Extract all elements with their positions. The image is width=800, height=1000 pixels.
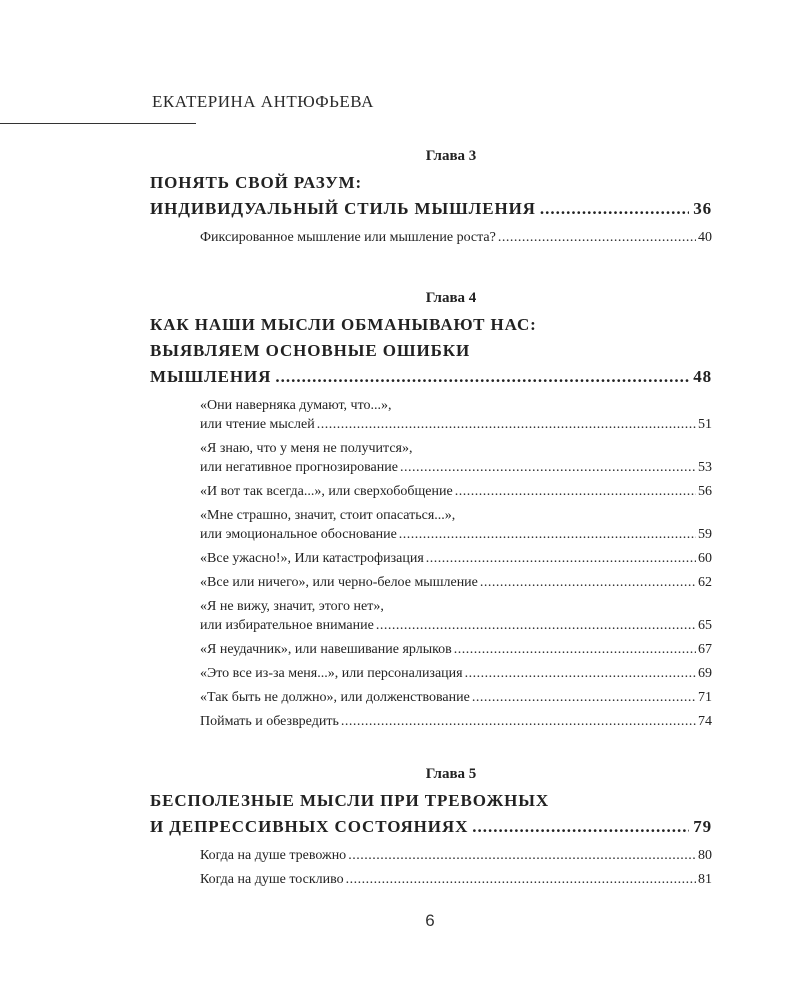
running-head: ЕКАТЕРИНА АНТЮФЬЕВА: [152, 92, 374, 111]
dot-leader: [454, 640, 696, 659]
chapter-title[interactable]: [150, 788, 712, 840]
toc-entry[interactable]: [200, 482, 712, 501]
dot-leader: [498, 228, 696, 247]
entry-title: или избирательное внимание: [200, 618, 374, 633]
chapter-page-number: 79: [693, 817, 712, 836]
toc-entry[interactable]: [200, 506, 712, 544]
chapter-title[interactable]: [150, 312, 712, 390]
dot-leader: [341, 712, 696, 731]
toc-entry[interactable]: [200, 870, 712, 889]
toc-entry[interactable]: [200, 664, 712, 683]
entry-title: или негативное прогнозирование: [200, 460, 398, 475]
chapter-title-line: ВЫЯВЛЯЕМ ОСНОВНЫЕ ОШИБКИ: [150, 341, 471, 360]
entry-page-number: 67: [698, 642, 712, 657]
chapter-3: [150, 146, 712, 252]
entry-title: «Все ужасно!», Или катастрофизация: [200, 551, 424, 566]
chapter-title-line: МЫШЛЕНИЯ: [150, 367, 272, 386]
entry-page-number: 60: [698, 551, 712, 566]
entry-page-number: 74: [698, 714, 712, 729]
entry-title: Когда на душе тревожно: [200, 848, 347, 863]
toc-entry[interactable]: [200, 396, 712, 434]
chapter-label: Глава 3: [425, 148, 477, 164]
toc-entry[interactable]: [200, 439, 712, 477]
dot-leader: [346, 870, 696, 889]
chapter-label: Глава 5: [425, 766, 477, 782]
dot-leader: [472, 688, 696, 707]
entry-title-line: «Мне страшно, значит, стоит опасаться...»,: [200, 508, 456, 523]
dot-leader: [480, 573, 696, 592]
entry-page-number: 53: [698, 460, 712, 475]
chapter-page-number: 48: [693, 367, 712, 386]
chapter-title-line: ПОНЯТЬ СВОЙ РАЗУМ:: [150, 173, 363, 192]
entry-page-number: 59: [698, 527, 712, 542]
chapter-4: [150, 288, 712, 736]
entry-title-line: «Они наверняка думают, что...»,: [200, 398, 392, 413]
entry-page-number: 71: [698, 690, 712, 705]
toc-entry[interactable]: [200, 846, 712, 865]
entry-title-line: «Я не вижу, значит, этого нет»,: [200, 599, 384, 614]
entry-page-number: 56: [698, 484, 712, 499]
header-rule: [0, 123, 196, 124]
dot-leader: [399, 525, 696, 544]
entry-page-number: 62: [698, 575, 712, 590]
dot-leader: [455, 482, 696, 501]
dot-leader: [275, 364, 689, 390]
dot-leader: [465, 664, 696, 683]
entry-page-number: 81: [698, 872, 712, 887]
entry-title: «Это все из-за меня...», или персонализация: [200, 666, 463, 681]
dot-leader: [472, 814, 689, 840]
toc-entry[interactable]: [200, 228, 712, 247]
toc-entry[interactable]: [200, 712, 712, 731]
entry-page-number: 65: [698, 618, 712, 633]
dot-leader: [376, 616, 696, 635]
toc-entry[interactable]: [200, 640, 712, 659]
dot-leader: [426, 549, 696, 568]
entry-page-number: 69: [698, 666, 712, 681]
toc-entry[interactable]: [200, 597, 712, 635]
entry-title: или эмоциональное обоснование: [200, 527, 397, 542]
entry-title: «И вот так всегда...», или сверхобобщение: [200, 484, 453, 499]
entry-title-line: «Я знаю, что у меня не получится»,: [200, 441, 413, 456]
dot-leader: [400, 458, 696, 477]
chapter-title-line: ИНДИВИДУАЛЬНЫЙ СТИЛЬ МЫШЛЕНИЯ: [150, 199, 536, 218]
dot-leader: [317, 415, 696, 434]
chapter-title-line: И ДЕПРЕССИВНЫХ СОСТОЯНИЯХ: [150, 817, 469, 836]
toc-entry[interactable]: [200, 549, 712, 568]
entry-page-number: 80: [698, 848, 712, 863]
entry-title: «Я неудачник», или навешивание ярлыков: [200, 642, 452, 657]
entry-title: «Все или ничего», или черно-белое мышление: [200, 575, 478, 590]
chapter-label: Глава 4: [425, 290, 477, 306]
toc-entry[interactable]: [200, 688, 712, 707]
entry-page-number: 40: [698, 230, 712, 245]
entry-title: Поймать и обезвредить: [200, 714, 339, 729]
entry-title: Фиксированное мышление или мышление роста?: [200, 230, 496, 245]
entry-title: «Так быть не должно», или долженствование: [200, 690, 470, 705]
dot-leader: [540, 196, 689, 222]
section-list: [200, 396, 712, 731]
section-list: [200, 846, 712, 889]
entry-title: или чтение мыслей: [200, 417, 315, 432]
chapter-title[interactable]: [150, 170, 712, 222]
chapter-5: [150, 764, 712, 894]
chapter-page-number: 36: [693, 199, 712, 218]
chapter-title-line: КАК НАШИ МЫСЛИ ОБМАНЫВАЮТ НАС:: [150, 315, 537, 334]
entry-title: Когда на душе тоскливо: [200, 872, 344, 887]
dot-leader: [348, 846, 696, 865]
toc-entry[interactable]: [200, 573, 712, 592]
entry-page-number: 51: [698, 417, 712, 432]
section-list: [200, 228, 712, 247]
chapter-title-line: БЕСПОЛЕЗНЫЕ МЫСЛИ ПРИ ТРЕВОЖНЫХ: [150, 791, 550, 810]
page-number: 6: [425, 911, 435, 930]
